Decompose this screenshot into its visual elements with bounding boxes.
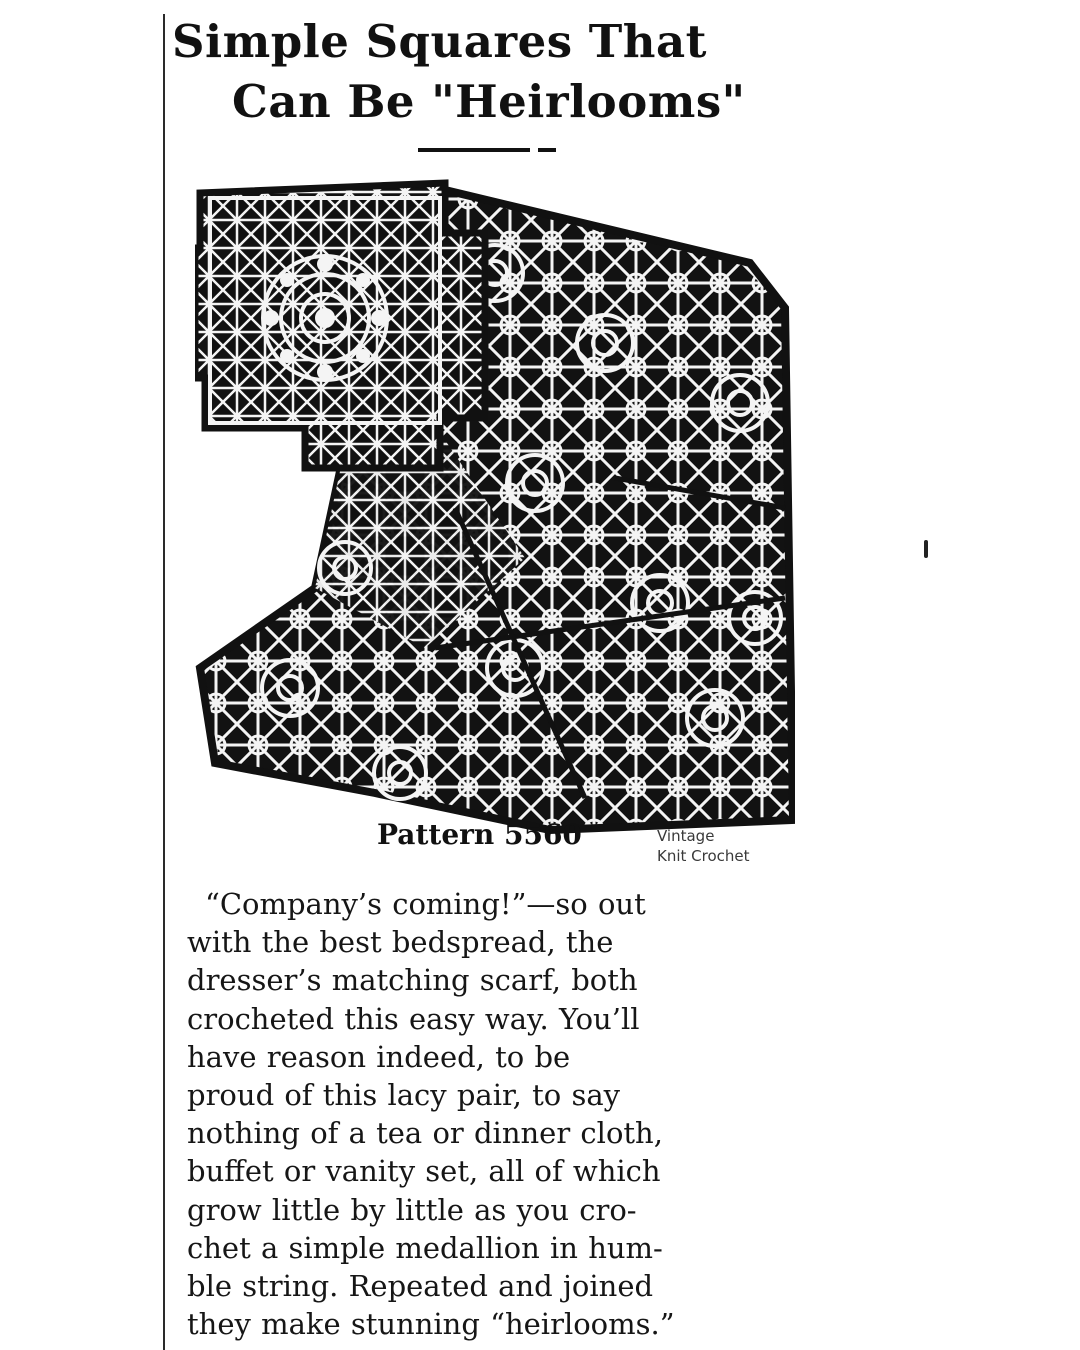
body-line: buffet or vanity set, all of which	[187, 1154, 661, 1189]
crochet-illustration	[195, 178, 795, 838]
headline-divider	[418, 148, 530, 152]
watermark	[657, 826, 797, 866]
headline-divider-dash	[538, 148, 556, 152]
body-line: nothing of a tea or dinner cloth,	[187, 1116, 663, 1151]
article-body	[187, 885, 807, 1343]
body-line: have reason indeed, to be	[187, 1039, 571, 1074]
headline	[172, 12, 792, 132]
body-line: grow little by little as you cro-	[187, 1192, 637, 1227]
watermark-line-2: Knit Crochet	[657, 847, 750, 865]
watermark-line-1: Vintage	[657, 827, 715, 845]
print-speck	[924, 540, 928, 558]
single-square-motif	[195, 183, 485, 468]
body-line: proud of this lacy pair, to say	[187, 1078, 620, 1113]
headline-line-2: Can Be "Heirlooms"	[232, 75, 746, 128]
body-line: chet a simple medallion in hum-	[187, 1230, 663, 1265]
body-line: with the best bedspread, the	[187, 925, 614, 960]
headline-line-1: Simple Squares That	[172, 15, 707, 68]
body-line: they make stunning “heirlooms.”	[187, 1307, 675, 1342]
body-line: ble string. Repeated and joined	[187, 1269, 654, 1304]
body-line: “Company’s coming!”—so out	[205, 887, 646, 921]
column-rule	[163, 14, 165, 1350]
body-line: crocheted this easy way. You’ll	[187, 1001, 640, 1036]
body-line: dresser’s matching scarf, both	[187, 963, 638, 998]
pattern-caption: Pattern 5560	[377, 818, 582, 851]
